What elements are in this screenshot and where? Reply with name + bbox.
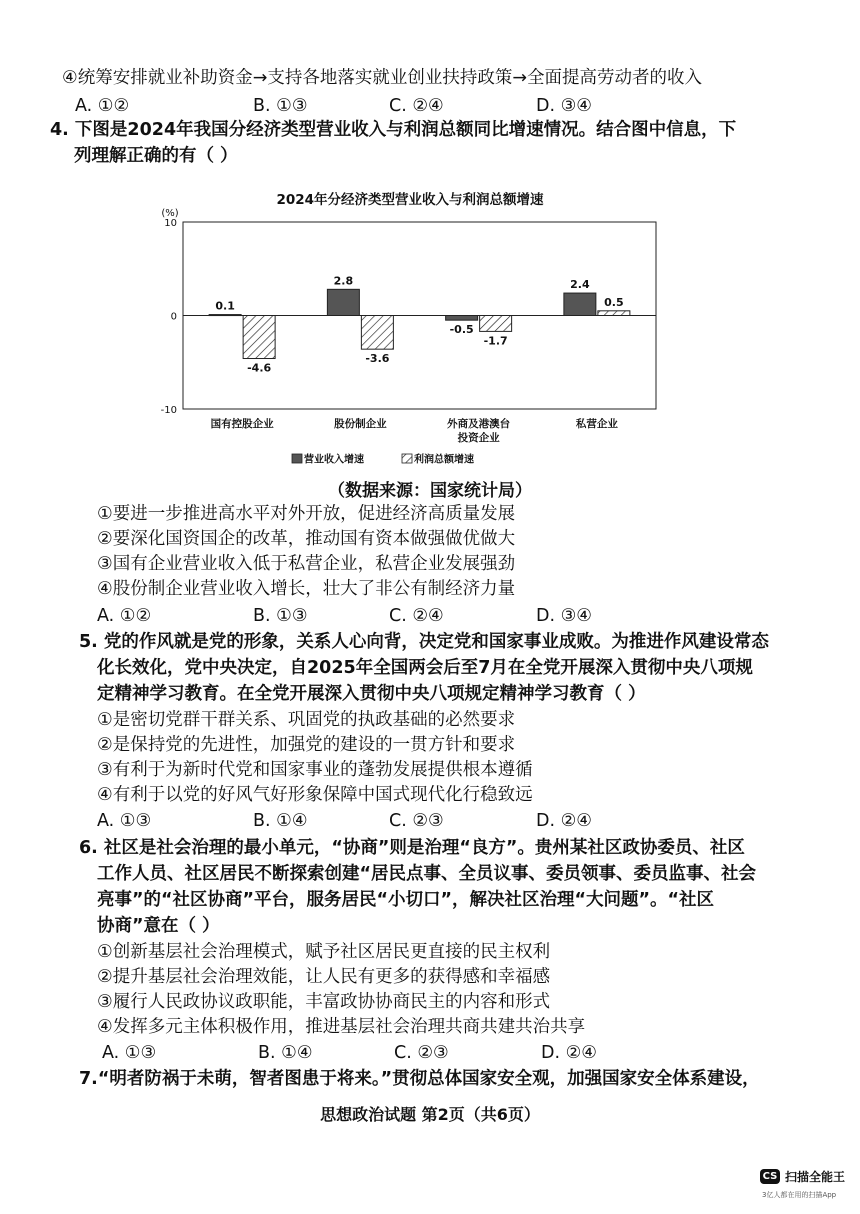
top-option-c: C. ②④: [389, 96, 444, 116]
legend-swatch: [292, 454, 302, 463]
profit-bar: [480, 316, 512, 332]
profit-data-label: -3.6: [365, 352, 390, 366]
legend-label: 营业收入增速: [304, 454, 364, 466]
y-tick-label: -10: [160, 405, 177, 416]
q6-option-a: A. ①③: [102, 1043, 157, 1063]
top-option-d: D. ③④: [536, 96, 592, 116]
top-item-4: ④统筹安排就业补助资金→支持各地落实就业创业扶持政策→全面提高劳动者的收入: [62, 68, 703, 88]
q5-item-4: ④有利于以党的好风气好形象保障中国式现代化行稳致远: [97, 785, 533, 805]
q7-stem-line1: 7.“明者防祸于未萌，智者图患于将来。”贯彻总体国家安全观，加强国家安全体系建设，: [79, 1069, 760, 1089]
q6-stem-line3: 亮事”的“社区协商”平台，服务居民“小切口”，解决社区治理“大问题”。“社区: [97, 890, 715, 910]
q4-item-1: ①要进一步推进高水平对外开放，促进经济高质量发展: [97, 504, 516, 524]
profit-bar: [243, 316, 275, 359]
q6-item-2: ②提升基层社会治理效能，让人民有更多的获得感和幸福感: [97, 967, 551, 987]
q6-option-b: B. ①④: [258, 1043, 313, 1063]
q4-item-2: ②要深化国资国企的改革，推动国有资本做强做优做大: [97, 529, 516, 549]
profit-data-label: -4.6: [247, 361, 272, 375]
q4-option-c: C. ②④: [389, 606, 444, 626]
q5-item-2: ②是保持党的先进性，加强党的建设的一贯方针和要求: [97, 735, 516, 755]
growth-bar-chart: [140, 185, 700, 475]
profit-data-label: 0.5: [604, 295, 624, 309]
q6-stem-line4: 协商”意在（ ）: [97, 916, 220, 936]
revenue-bar: [564, 293, 596, 315]
q4-option-b: B. ①③: [253, 606, 308, 626]
x-category-label: 外商及港澳台投资企业: [447, 418, 511, 444]
q5-item-1: ①是密切党群干群关系、巩固党的执政基础的必然要求: [97, 710, 516, 730]
revenue-bar: [327, 289, 359, 315]
q5-option-a: A. ①③: [97, 811, 152, 831]
y-tick-label: 10: [164, 218, 177, 229]
q6-item-3: ③履行人民政协议政职能，丰富政协协商民主的内容和形式: [97, 992, 551, 1012]
x-category-label: 私营企业: [575, 418, 618, 430]
revenue-bar: [446, 316, 478, 321]
watermark-sub: 3亿人都在用的扫描App: [762, 1191, 837, 1199]
q4-item-4: ④股份制企业营业收入增长，壮大了非公有制经济力量: [97, 579, 516, 599]
q5-stem-line2: 化长效化，党中央决定，自2025年全国两会后至7月在全党开展深入贯彻中央八项规: [97, 658, 753, 678]
legend-label: 利润总额增速: [414, 454, 474, 466]
revenue-data-label: 2.4: [570, 278, 590, 292]
q4-option-d: D. ③④: [536, 606, 592, 626]
watermark-name: 扫描全能王: [785, 1170, 846, 1184]
top-option-b: B. ①③: [253, 96, 308, 116]
profit-bar: [361, 316, 393, 350]
profit-bar: [598, 311, 630, 316]
q6-item-4: ④发挥多元主体积极作用，推进基层社会治理共商共建共治共享: [97, 1017, 586, 1037]
q4-item-3: ③国有企业营业收入低于私营企业，私营企业发展强劲: [97, 554, 516, 574]
q5-stem-line1: 5. 党的作风就是党的形象，关系人心向背，决定党和国家事业成败。为推进作风建设常态: [79, 632, 769, 652]
cs-logo-icon: CS: [760, 1169, 780, 1184]
x-category-label: 股份制企业: [334, 418, 387, 430]
y-tick-label: 0: [170, 311, 177, 323]
q6-stem-line2: 工作人员、社区居民不断探索创建“居民点事、全员议事、委员领事、委员监事、社会: [97, 864, 756, 884]
legend-swatch: [402, 454, 412, 463]
q6-stem-line1: 6. 社区是社会治理的最小单元，“协商”则是治理“良方”。贵州某社区政协委员、社区: [79, 838, 745, 858]
revenue-data-label: 0.1: [215, 299, 235, 313]
revenue-data-label: -0.5: [449, 323, 474, 337]
q5-option-b: B. ①④: [253, 811, 308, 831]
q4-option-a: A. ①②: [97, 606, 152, 626]
q5-option-c: C. ②③: [389, 811, 444, 831]
q6-option-d: D. ②④: [541, 1043, 597, 1063]
q5-item-3: ③有利于为新时代党和国家事业的蓬勃发展提供根本遵循: [97, 760, 533, 780]
q5-option-d: D. ②④: [536, 811, 592, 831]
q4-source: （数据来源：国家统计局）: [328, 481, 532, 501]
scanner-watermark: [760, 1168, 845, 1185]
x-category-label: 国有控股企业: [210, 418, 274, 430]
q4-stem-line2: 列理解正确的有（ ）: [74, 146, 238, 166]
revenue-data-label: 2.8: [333, 274, 354, 288]
q4-stem-line1: 4. 下图是2024年我国分经济类型营业收入与利润总额同比增速情况。结合图中信息，下: [50, 120, 737, 140]
profit-data-label: -1.7: [483, 334, 508, 348]
page-footer: 思想政治试题 第2页（共6页）: [320, 1105, 540, 1124]
chart-ylabel: (%): [161, 208, 179, 219]
chart-title: 2024年分经济类型营业收入与利润总额增速: [276, 192, 544, 208]
q5-stem-line3: 定精神学习教育。在全党开展深入贯彻中央八项规定精神学习教育（ ）: [97, 684, 646, 704]
revenue-bar: [209, 315, 241, 316]
q6-item-1: ①创新基层社会治理模式，赋予社区居民更直接的民主权利: [97, 942, 551, 962]
q6-option-c: C. ②③: [394, 1043, 449, 1063]
top-option-a: A. ①②: [75, 96, 130, 116]
